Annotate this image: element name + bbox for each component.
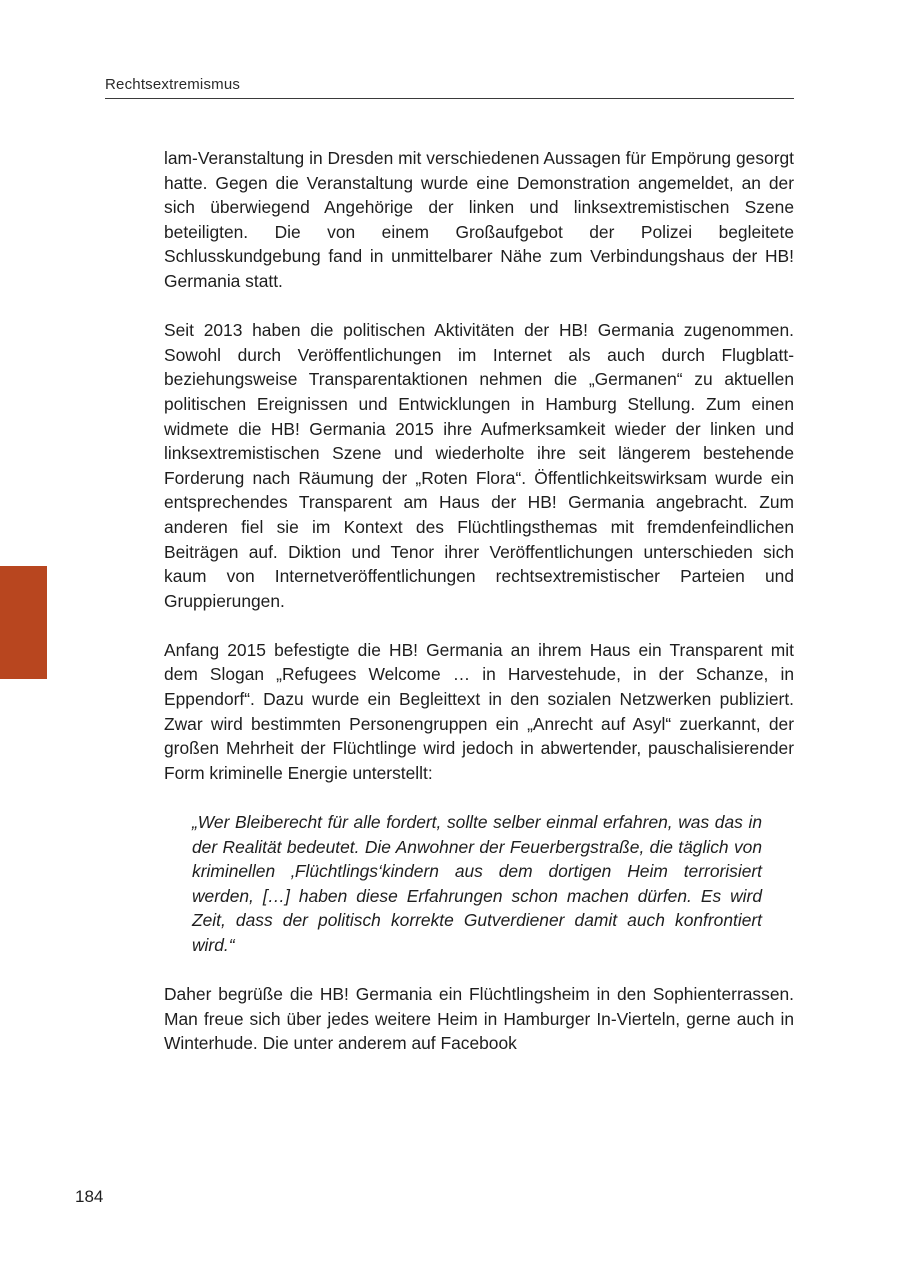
paragraph: Seit 2013 haben die politischen Aktivitäten der HB! Germania zugenommen. Sowohl durch Veröffentlichungen im Internet als auch durch Flugblatt- beziehungsweise Transparentaktionen nehmen die „Germanen“ zu aktuellen politischen Ereignissen und Entwicklungen in Hamburg Stellung. Zum einen widmete die HB! Germania 2015 ihre Aufmerksamkeit wieder der linken und linksextremistischen Szene und wiederholte ihre seit längerem bestehende Forderung nach Räumung der „Roten Flora“. Öffentlichkeitswirksam wurde ein entsprechendes Transparent am Haus der HB! Germania angebracht. Zum anderen fiel sie im Kontext des Flüchtlingsthemas mit fremdenfeindlichen Beiträgen auf. Diktion und Tenor ihrer Veröffentlichungen unterschieden sich kaum von Internetveröffentlichungen rechtsextremistischer Parteien und Gruppierungen. [164, 320, 794, 611]
running-header: Rechtsextremismus [105, 76, 241, 93]
chapter-side-tab [0, 566, 47, 679]
page-number: 184 [75, 1187, 104, 1206]
paragraph: Daher begrüße die HB! Germania ein Flüchtlingsheim in den Sophienterrassen. Man freue sich über jedes weitere Heim in Hamburger In-Vierteln, gerne auch in Winterhude. Die unter anderem auf Facebook [164, 984, 794, 1054]
body-text [164, 146, 794, 1056]
paragraph: Anfang 2015 befestigte die HB! Germania an ihrem Haus ein Transparent mit dem Slogan „Refugees Welcome … in Harvestehude, in der Schanze, in Eppendorf“. Dazu wurde ein Begleittext in den sozialen Netzwerken publiziert. Zwar wird bestimmten Personengruppen ein „Anrecht auf Asyl“ zuerkannt, der großen Mehrheit der Flüchtlinge wird jedoch in abwertender, pauschalisierender Form kriminelle Energie unterstellt: [164, 639, 794, 783]
paragraph: lam-Veranstaltung in Dresden mit verschiedenen Aussagen für Empörung gesorgt hatte. Gegen die Veranstaltung wurde eine Demonstration angemeldet, an der sich überwiegend Angehörige der linken und linksextremistischen Szene beteiligten. Die von einem Großaufgebot der Polizei begleitete Schlusskundgebung fand in unmittelbarer Nähe zum Verbindungshaus der HB! Germania statt. [164, 148, 794, 291]
block-quote: „Wer Bleiberecht für alle fordert, sollte selber einmal erfahren, was das in der Realität bedeutet. Die Anwohner der Feuerbergstraße, die täglich von kriminellen ‚Flüchtlings‘kindern aus dem dortigen Heim terrorisiert werden, […] haben diese Erfahrungen schon machen dürfen. Es wird Zeit, dass der politisch korrekte Gutverdiener damit auch konfrontiert wird.“ [192, 812, 762, 955]
header-rule [105, 98, 794, 99]
